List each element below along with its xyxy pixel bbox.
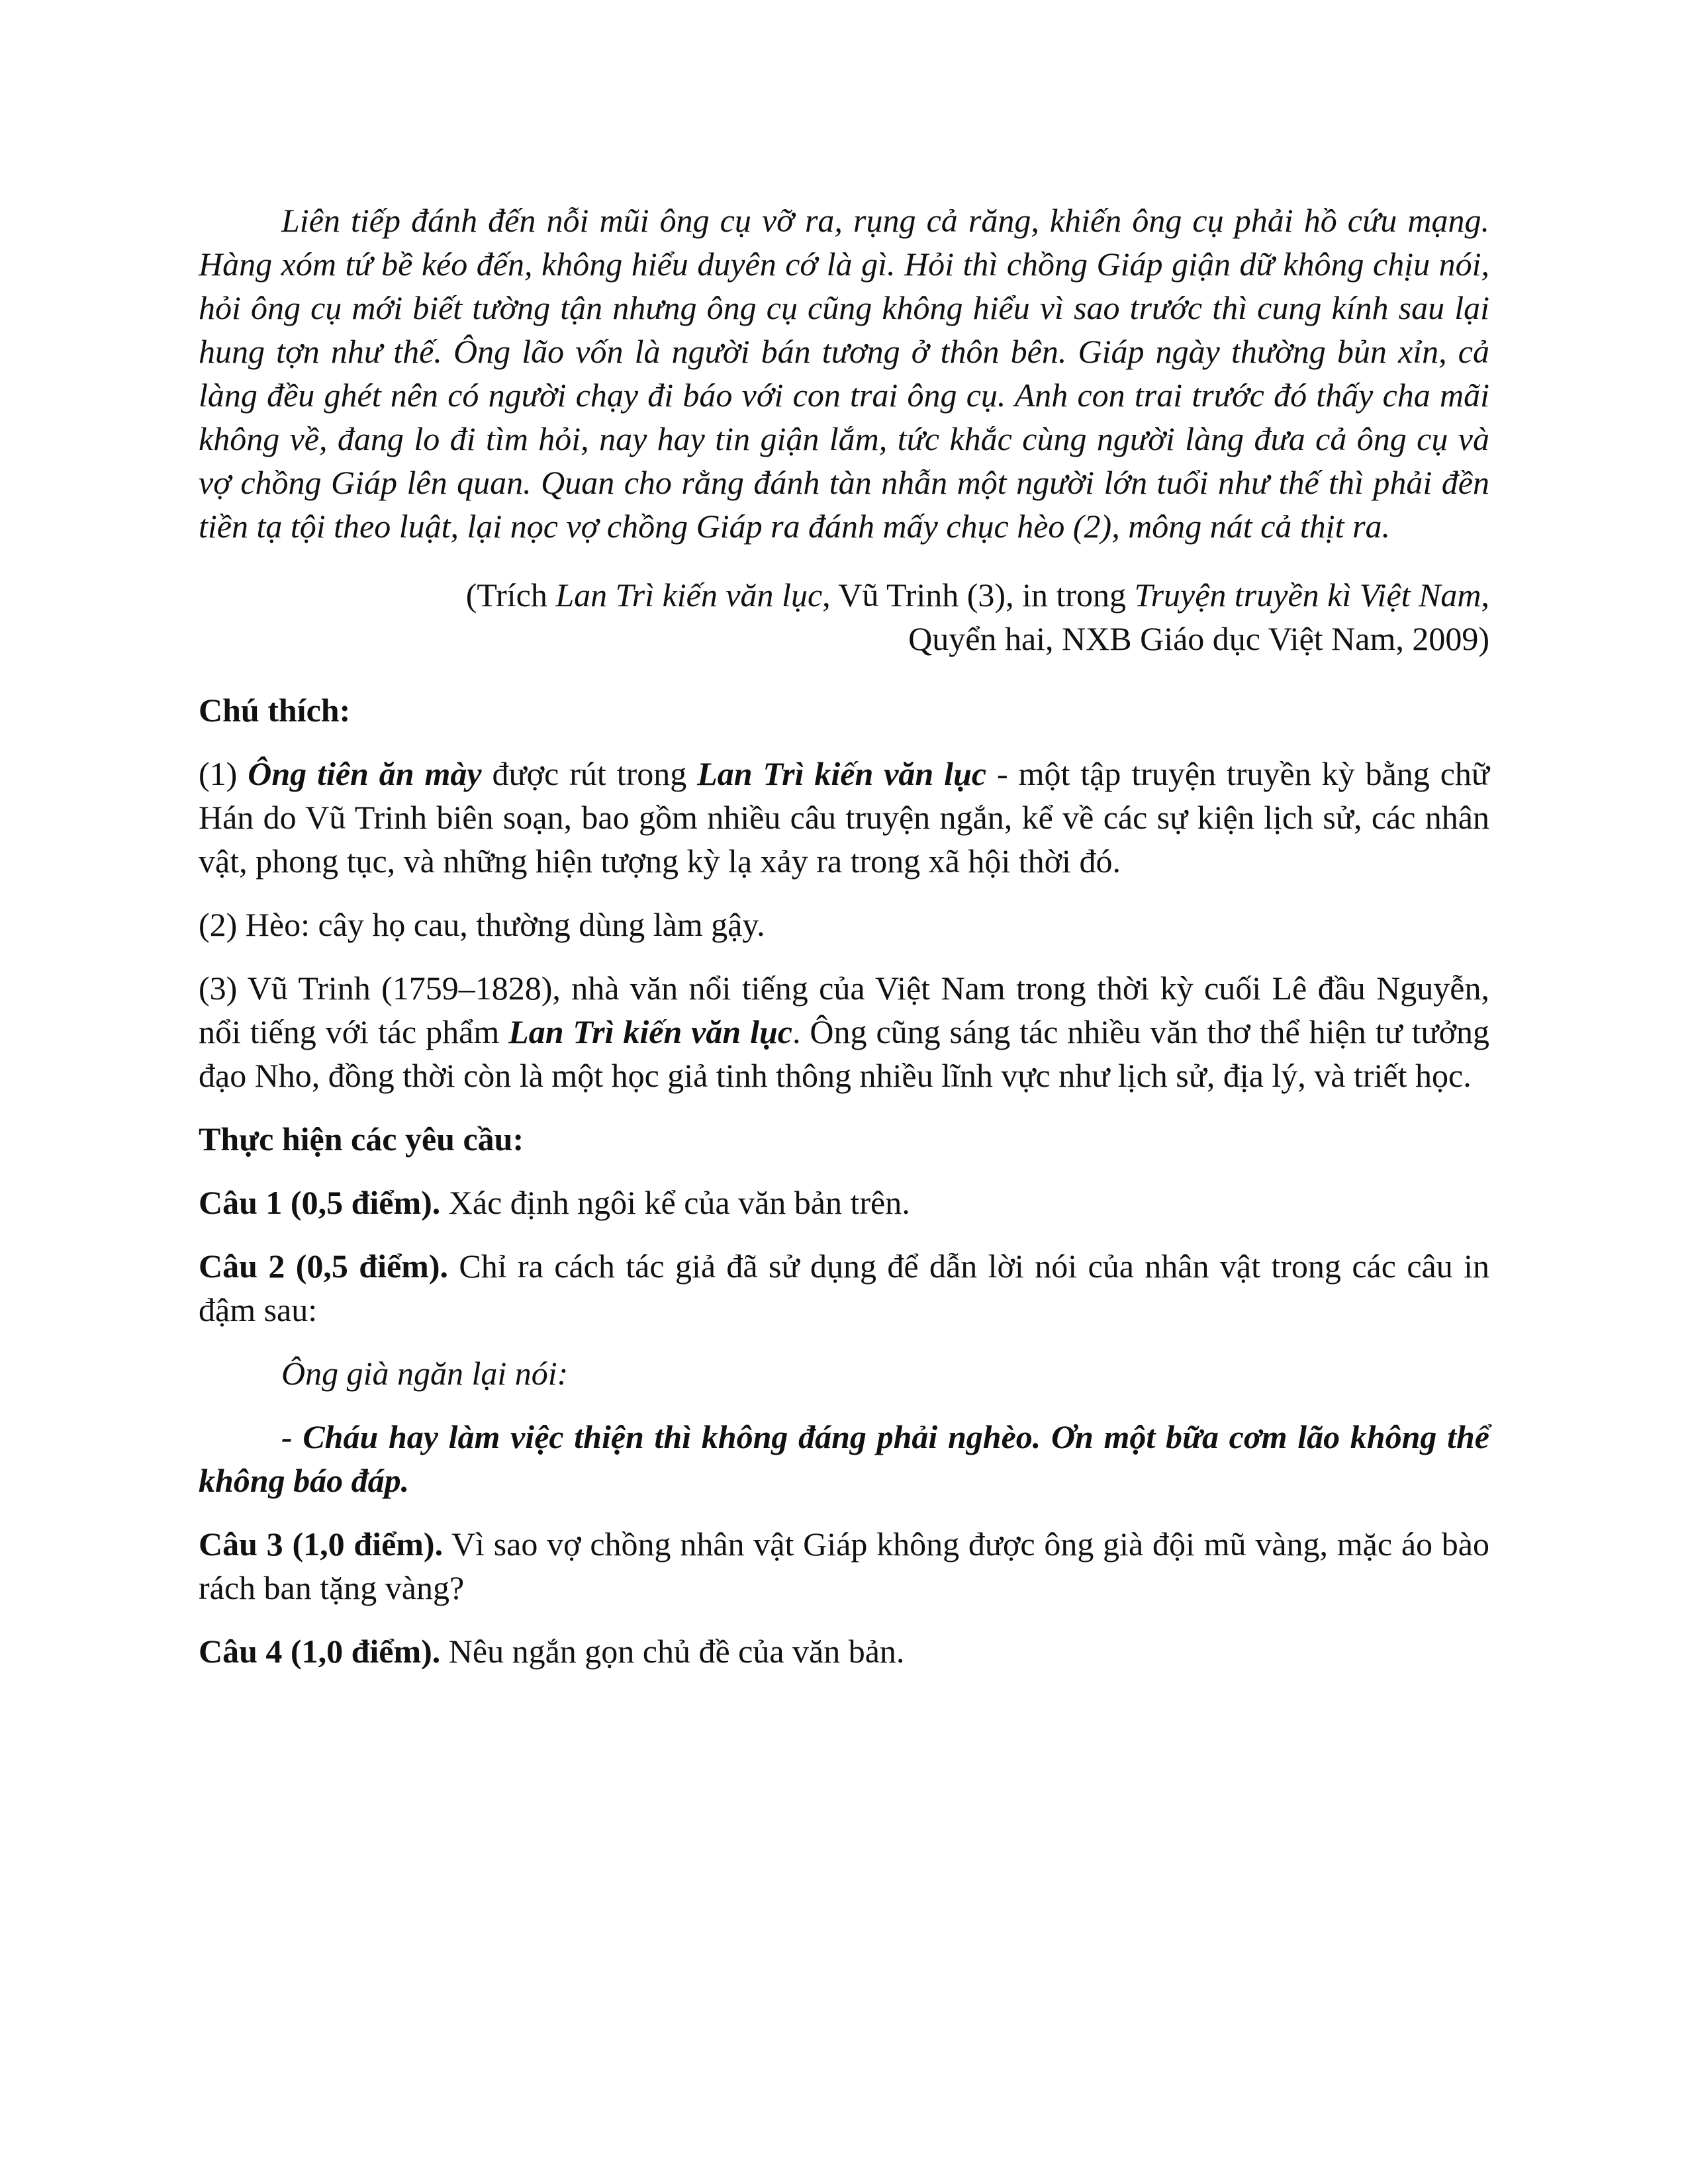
question-3-label: Câu 3 (1,0 điểm). bbox=[199, 1525, 444, 1563]
note-2: (2) Hèo: cây họ cau, thường dùng làm gậy. bbox=[199, 906, 765, 943]
question-4: Câu 4 (1,0 điểm). Nêu ngắn gọn chủ đề của văn bản. bbox=[199, 1633, 905, 1670]
question-3: Câu 3 (1,0 điểm). Vì sao vợ chồng nhân vật Giáp không được ông già đội mũ vàng, mặc áo bào rách ban tặng vàng? bbox=[199, 1525, 1489, 1606]
citation-work-title: Lan Trì kiến văn lục bbox=[555, 576, 823, 614]
question-2: Câu 2 (0,5 điểm). Chỉ ra cách tác giả đã sử dụng để dẫn lời nói của nhân vật trong các câu in đậm sau: bbox=[199, 1248, 1490, 1328]
citation-line-1: (Trích Lan Trì kiến văn lục, Vũ Trinh (3), in trong Truyện truyền kì Việt Nam, bbox=[465, 576, 1489, 614]
story-paragraph: Liên tiếp đánh đến nỗi mũi ông cụ vỡ ra, rụng cả răng, khiến ông cụ phải hồ cứu mạng. Hàng xóm tứ bề kéo đến, không hiểu duyên cớ là gì. Hỏi thì chồng Giáp giận dữ không chịu nói, hỏi ông cụ mới biết tường tận nhưng ông cụ cũng không hiểu vì sao trước thì cung kính sau lại hung tợn như thế. Ông lão vốn là người bán tương ở thôn bên. Giáp ngày thường bủn xỉn, cả làng đều ghét nên có người chạy đi báo với con trai ông cụ. Anh con trai trước đó thấy cha mãi không về, đang lo đi tìm hỏi, nay hay tin giận lắm, tức khắc cùng người làng đưa cả ông cụ và vợ chồng Giáp lên quan. Quan cho rằng đánh tàn nhẫn một người lớn tuổi như thế thì phải đền tiền tạ tội theo luật, lại nọc vợ chồng Giáp ra đánh mấy chục hèo (2), mông nát cả thịt ra. bbox=[199, 202, 1489, 545]
question-1: Câu 1 (0,5 điểm). Xác định ngôi kể của văn bản trên. bbox=[199, 1184, 910, 1221]
question-1-label: Câu 1 (0,5 điểm). bbox=[199, 1184, 441, 1221]
tasks-heading: Thực hiện các yêu cầu: bbox=[199, 1120, 524, 1158]
question-2-quote: - Cháu hay làm việc thiện thì không đáng phải nghèo. Ơn một bữa cơm lão không thể không báo đáp. bbox=[199, 1418, 1489, 1499]
note-1-work-title: Lan Trì kiến văn lục bbox=[697, 755, 987, 792]
question-2-intro: Ông già ngăn lại nói: bbox=[281, 1355, 569, 1392]
notes-heading: Chú thích: bbox=[199, 692, 351, 729]
question-2-label: Câu 2 (0,5 điểm). bbox=[199, 1248, 448, 1285]
citation-collection-title: Truyện truyền kì Việt Nam bbox=[1134, 576, 1481, 614]
note-3-work-title: Lan Trì kiến văn lục bbox=[508, 1013, 792, 1050]
citation-line-2: Quyển hai, NXB Giáo dục Việt Nam, 2009) bbox=[908, 620, 1489, 657]
note-1-story-title: Ông tiên ăn mày bbox=[248, 755, 482, 792]
note-1: (1) Ông tiên ăn mày được rút trong Lan Trì kiến văn lục - một tập truyện truyền kỳ bằng chữ Hán do Vũ Trinh biên soạn, bao gồm nhiều câu truyện ngắn, kể về các sự kiện lịch sử, các nhân vật, phong tục, và những hiện tượng kỳ lạ xảy ra trong xã hội thời đó. bbox=[199, 755, 1489, 880]
document-page bbox=[199, 199, 1489, 1693]
question-4-label: Câu 4 (1,0 điểm). bbox=[199, 1633, 441, 1670]
note-3: (3) Vũ Trinh (1759–1828), nhà văn nổi tiếng của Việt Nam trong thời kỳ cuối Lê đầu Nguyễn, nổi tiếng với tác phẩm Lan Trì kiến văn lục. Ông cũng sáng tác nhiều văn thơ thể hiện tư tưởng đạo Nho, đồng thời còn là một học giả tinh thông nhiều lĩnh vực như lịch sử, địa lý, và triết học. bbox=[199, 970, 1490, 1094]
source-citation bbox=[199, 573, 1489, 660]
